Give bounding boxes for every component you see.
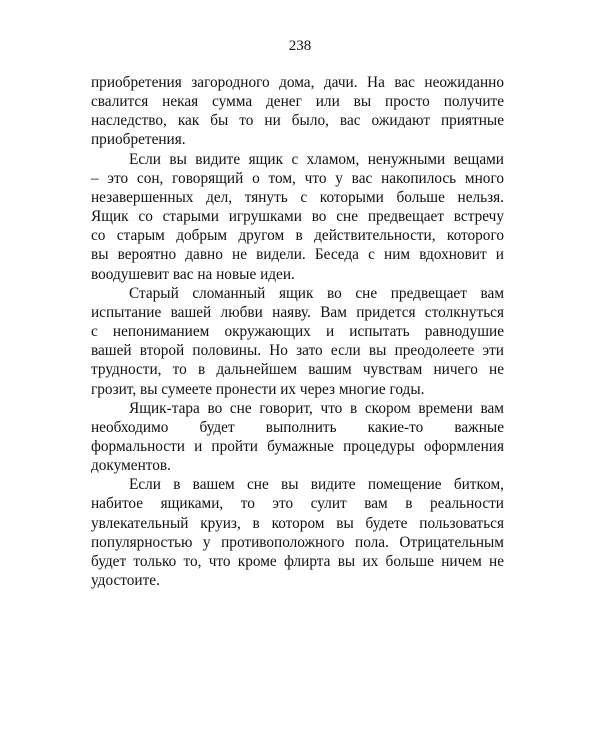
text-line: популярностью у противоположного пола. Отрицательным	[91, 533, 504, 551]
text-line: с непониманием окружающих и испытать равнодушие	[91, 323, 504, 341]
paragraph-4	[91, 399, 504, 476]
text-line: испытание вашей любви наяву. Вам придется столкнуться	[91, 303, 504, 321]
text-line: воодушевит вас на новые идеи.	[91, 265, 295, 283]
text-line: приобретения.	[91, 131, 186, 149]
text-line: трудности, то в дальнейшем вашим чувствам ничего не	[91, 361, 504, 379]
text-line: грозит, вы сумеете пронести их через многие годы.	[91, 380, 425, 398]
text-line: будет только то, что кроме флирта вы их больше ничем не	[91, 552, 504, 570]
text-line: Ящик со старыми игрушками во сне предвещает встречу	[91, 208, 504, 226]
paragraph-2	[91, 150, 504, 284]
page-number: 238	[288, 38, 312, 54]
text-line: необходимо будет выполнить какие-то важные	[91, 418, 504, 436]
text-line: документов.	[91, 457, 171, 475]
text-line: незавершенных дел, тянуть с которыми больше нельзя.	[91, 188, 504, 206]
body-text	[91, 73, 504, 590]
text-line: приобретения загородного дома, дачи. На вас неожиданно	[91, 74, 504, 91]
text-line: вашей второй половины. Но зато если вы преодолеете эти	[91, 342, 504, 360]
paragraph-5	[91, 475, 504, 590]
text-line: со старым добрым другом в действительности, которого	[91, 227, 504, 245]
text-line: удостоите.	[91, 572, 160, 590]
text-line: Если в вашем сне вы видите помещение битком,	[129, 476, 504, 494]
text-line: формальности и пройти бумажные процедуры оформления	[91, 437, 504, 455]
paragraph-3	[91, 284, 504, 399]
paragraph-1	[91, 73, 504, 150]
text-line: Ящик-тара во сне говорит, что в скором времени вам	[129, 399, 504, 417]
text-line: – это сон, говорящий о том, что у вас накопилось много	[91, 169, 504, 187]
text-line: свалится некая сумма денег или вы просто получите	[91, 93, 504, 111]
text-line: Старый сломанный ящик во сне предвещает вам	[129, 284, 504, 302]
text-line: набитое ящиками, то это сулит вам в реальности	[91, 495, 504, 513]
text-line: увлекательный круиз, в котором вы будете пользоваться	[91, 514, 504, 532]
text-line: Если вы видите ящик с хламом, ненужными вещами	[129, 150, 504, 168]
text-line: вы вероятно давно не видели. Беседа с ним вдохновит и	[91, 246, 504, 264]
text-line: наследство, как бы то ни было, вас ожидают приятные	[91, 112, 504, 130]
